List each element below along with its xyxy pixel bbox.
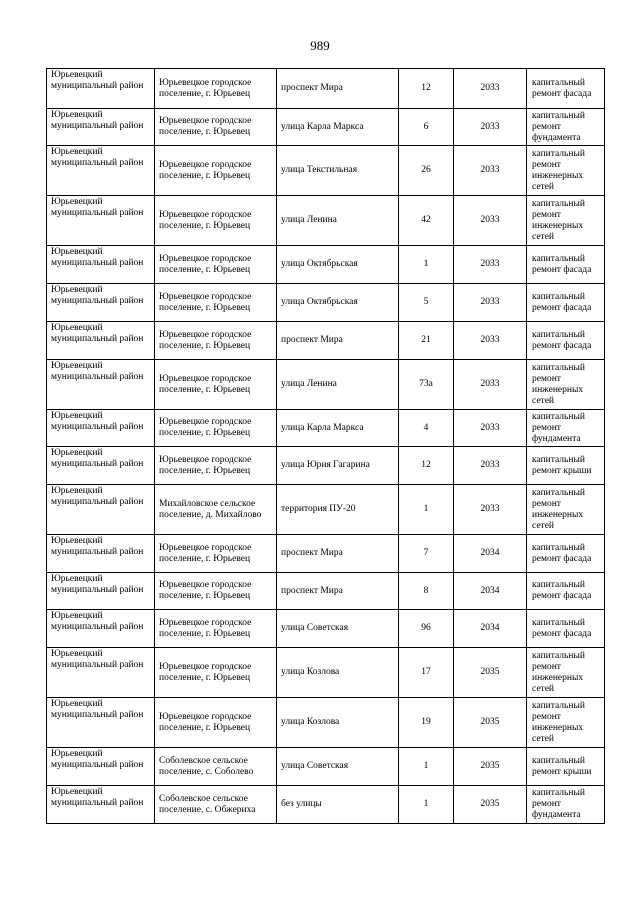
house-number-cell: 42	[399, 196, 454, 246]
work-type-cell: капитальный ремонт фундамента	[527, 109, 605, 146]
work-type-cell: капитальный ремонт инженерных сетей	[527, 698, 605, 748]
house-number-cell: 7	[399, 535, 454, 573]
settlement-cell: Юрьевецкое городское поселение, г. Юрьевец	[155, 146, 277, 196]
table-row	[47, 485, 605, 535]
district-cell: Юрьевецкий муниципальный район	[47, 610, 155, 648]
district-cell: Юрьевецкий муниципальный район	[47, 786, 155, 824]
settlement-cell: Юрьевецкое городское поселение, г. Юрьевец	[155, 196, 277, 246]
street-cell: улица Октябрьская	[277, 284, 399, 322]
house-number-cell: 17	[399, 648, 454, 698]
year-cell: 2033	[454, 410, 527, 447]
street-cell: улица Карла Маркса	[277, 109, 399, 146]
house-number-cell: 26	[399, 146, 454, 196]
settlement-cell: Юрьевецкое городское поселение, г. Юрьевец	[155, 698, 277, 748]
table-row	[47, 648, 605, 698]
year-cell: 2035	[454, 786, 527, 824]
street-cell: без улицы	[277, 786, 399, 824]
street-cell: проспект Мира	[277, 69, 399, 109]
street-cell: улица Козлова	[277, 648, 399, 698]
district-cell: Юрьевецкий муниципальный район	[47, 648, 155, 698]
work-type-cell: капитальный ремонт крыши	[527, 447, 605, 485]
year-cell: 2033	[454, 284, 527, 322]
table-row	[47, 322, 605, 360]
house-number-cell: 1	[399, 748, 454, 786]
work-type-cell: капитальный ремонт фасада	[527, 573, 605, 610]
year-cell: 2033	[454, 322, 527, 360]
settlement-cell: Соболевское сельское поселение, с. Обжериха	[155, 786, 277, 824]
house-number-cell: 1	[399, 246, 454, 284]
settlement-cell: Юрьевецкое городское поселение, г. Юрьевец	[155, 535, 277, 573]
table-row	[47, 410, 605, 447]
settlement-cell: Юрьевецкое городское поселение, г. Юрьевец	[155, 573, 277, 610]
street-cell: проспект Мира	[277, 573, 399, 610]
district-cell: Юрьевецкий муниципальный район	[47, 360, 155, 410]
settlement-cell: Юрьевецкое городское поселение, г. Юрьевец	[155, 360, 277, 410]
work-type-cell: капитальный ремонт инженерных сетей	[527, 196, 605, 246]
district-cell: Юрьевецкий муниципальный район	[47, 246, 155, 284]
district-cell: Юрьевецкий муниципальный район	[47, 322, 155, 360]
work-type-cell: капитальный ремонт инженерных сетей	[527, 648, 605, 698]
street-cell: улица Советская	[277, 610, 399, 648]
settlement-cell: Юрьевецкое городское поселение, г. Юрьевец	[155, 610, 277, 648]
table-row	[47, 698, 605, 748]
district-cell: Юрьевецкий муниципальный район	[47, 535, 155, 573]
table-row	[47, 246, 605, 284]
settlement-cell: Юрьевецкое городское поселение, г. Юрьевец	[155, 109, 277, 146]
table-row	[47, 573, 605, 610]
house-number-cell: 96	[399, 610, 454, 648]
street-cell: территория ПУ-20	[277, 485, 399, 535]
year-cell: 2033	[454, 109, 527, 146]
settlement-cell: Юрьевецкое городское поселение, г. Юрьевец	[155, 447, 277, 485]
street-cell: улица Ленина	[277, 360, 399, 410]
house-number-cell: 21	[399, 322, 454, 360]
year-cell: 2033	[454, 69, 527, 109]
work-type-cell: капитальный ремонт инженерных сетей	[527, 485, 605, 535]
street-cell: улица Юрия Гагарина	[277, 447, 399, 485]
house-number-cell: 19	[399, 698, 454, 748]
year-cell: 2033	[454, 485, 527, 535]
work-type-cell: капитальный ремонт фасада	[527, 322, 605, 360]
year-cell: 2033	[454, 447, 527, 485]
work-type-cell: капитальный ремонт фасада	[527, 535, 605, 573]
house-number-cell: 73а	[399, 360, 454, 410]
street-cell: улица Октябрьская	[277, 246, 399, 284]
table-row	[47, 535, 605, 573]
house-number-cell: 6	[399, 109, 454, 146]
year-cell: 2033	[454, 196, 527, 246]
house-number-cell: 4	[399, 410, 454, 447]
settlement-cell: Михайловское сельское поселение, д. Михайлово	[155, 485, 277, 535]
table-row	[47, 196, 605, 246]
table-row	[47, 360, 605, 410]
year-cell: 2035	[454, 648, 527, 698]
year-cell: 2033	[454, 246, 527, 284]
page-number: 989	[310, 38, 330, 53]
work-type-cell: капитальный ремонт фасада	[527, 284, 605, 322]
year-cell: 2034	[454, 535, 527, 573]
work-type-cell: капитальный ремонт фасада	[527, 610, 605, 648]
housing-repair-table	[46, 68, 605, 824]
street-cell: улица Советская	[277, 748, 399, 786]
year-cell: 2033	[454, 360, 527, 410]
year-cell: 2034	[454, 573, 527, 610]
district-cell: Юрьевецкий муниципальный район	[47, 573, 155, 610]
settlement-cell: Юрьевецкое городское поселение, г. Юрьевец	[155, 322, 277, 360]
street-cell: улица Ленина	[277, 196, 399, 246]
district-cell: Юрьевецкий муниципальный район	[47, 284, 155, 322]
table-row	[47, 786, 605, 824]
street-cell: улица Козлова	[277, 698, 399, 748]
district-cell: Юрьевецкий муниципальный район	[47, 109, 155, 146]
district-cell: Юрьевецкий муниципальный район	[47, 485, 155, 535]
house-number-cell: 1	[399, 786, 454, 824]
street-cell: проспект Мира	[277, 322, 399, 360]
year-cell: 2035	[454, 748, 527, 786]
house-number-cell: 8	[399, 573, 454, 610]
district-cell: Юрьевецкий муниципальный район	[47, 146, 155, 196]
work-type-cell: капитальный ремонт фасада	[527, 246, 605, 284]
street-cell: улица Текстильная	[277, 146, 399, 196]
table-row	[47, 146, 605, 196]
street-cell: улица Карла Маркса	[277, 410, 399, 447]
table-row	[47, 69, 605, 109]
table-row	[47, 610, 605, 648]
district-cell: Юрьевецкий муниципальный район	[47, 69, 155, 109]
house-number-cell: 12	[399, 447, 454, 485]
house-number-cell: 12	[399, 69, 454, 109]
settlement-cell: Юрьевецкое городское поселение, г. Юрьевец	[155, 284, 277, 322]
house-number-cell: 5	[399, 284, 454, 322]
street-cell: проспект Мира	[277, 535, 399, 573]
district-cell: Юрьевецкий муниципальный район	[47, 447, 155, 485]
work-type-cell: капитальный ремонт фасада	[527, 69, 605, 109]
year-cell: 2033	[454, 146, 527, 196]
work-type-cell: капитальный ремонт фундамента	[527, 786, 605, 824]
table-row	[47, 284, 605, 322]
settlement-cell: Юрьевецкое городское поселение, г. Юрьевец	[155, 410, 277, 447]
settlement-cell: Юрьевецкое городское поселение, г. Юрьевец	[155, 69, 277, 109]
table-row	[47, 748, 605, 786]
work-type-cell: капитальный ремонт инженерных сетей	[527, 146, 605, 196]
settlement-cell: Юрьевецкое городское поселение, г. Юрьевец	[155, 246, 277, 284]
district-cell: Юрьевецкий муниципальный район	[47, 698, 155, 748]
settlement-cell: Юрьевецкое городское поселение, г. Юрьевец	[155, 648, 277, 698]
work-type-cell: капитальный ремонт инженерных сетей	[527, 360, 605, 410]
district-cell: Юрьевецкий муниципальный район	[47, 196, 155, 246]
work-type-cell: капитальный ремонт крыши	[527, 748, 605, 786]
table-row	[47, 109, 605, 146]
year-cell: 2035	[454, 698, 527, 748]
year-cell: 2034	[454, 610, 527, 648]
district-cell: Юрьевецкий муниципальный район	[47, 410, 155, 447]
district-cell: Юрьевецкий муниципальный район	[47, 748, 155, 786]
house-number-cell: 1	[399, 485, 454, 535]
table-row	[47, 447, 605, 485]
settlement-cell: Соболевское сельское поселение, с. Соболево	[155, 748, 277, 786]
work-type-cell: капитальный ремонт фундамента	[527, 410, 605, 447]
